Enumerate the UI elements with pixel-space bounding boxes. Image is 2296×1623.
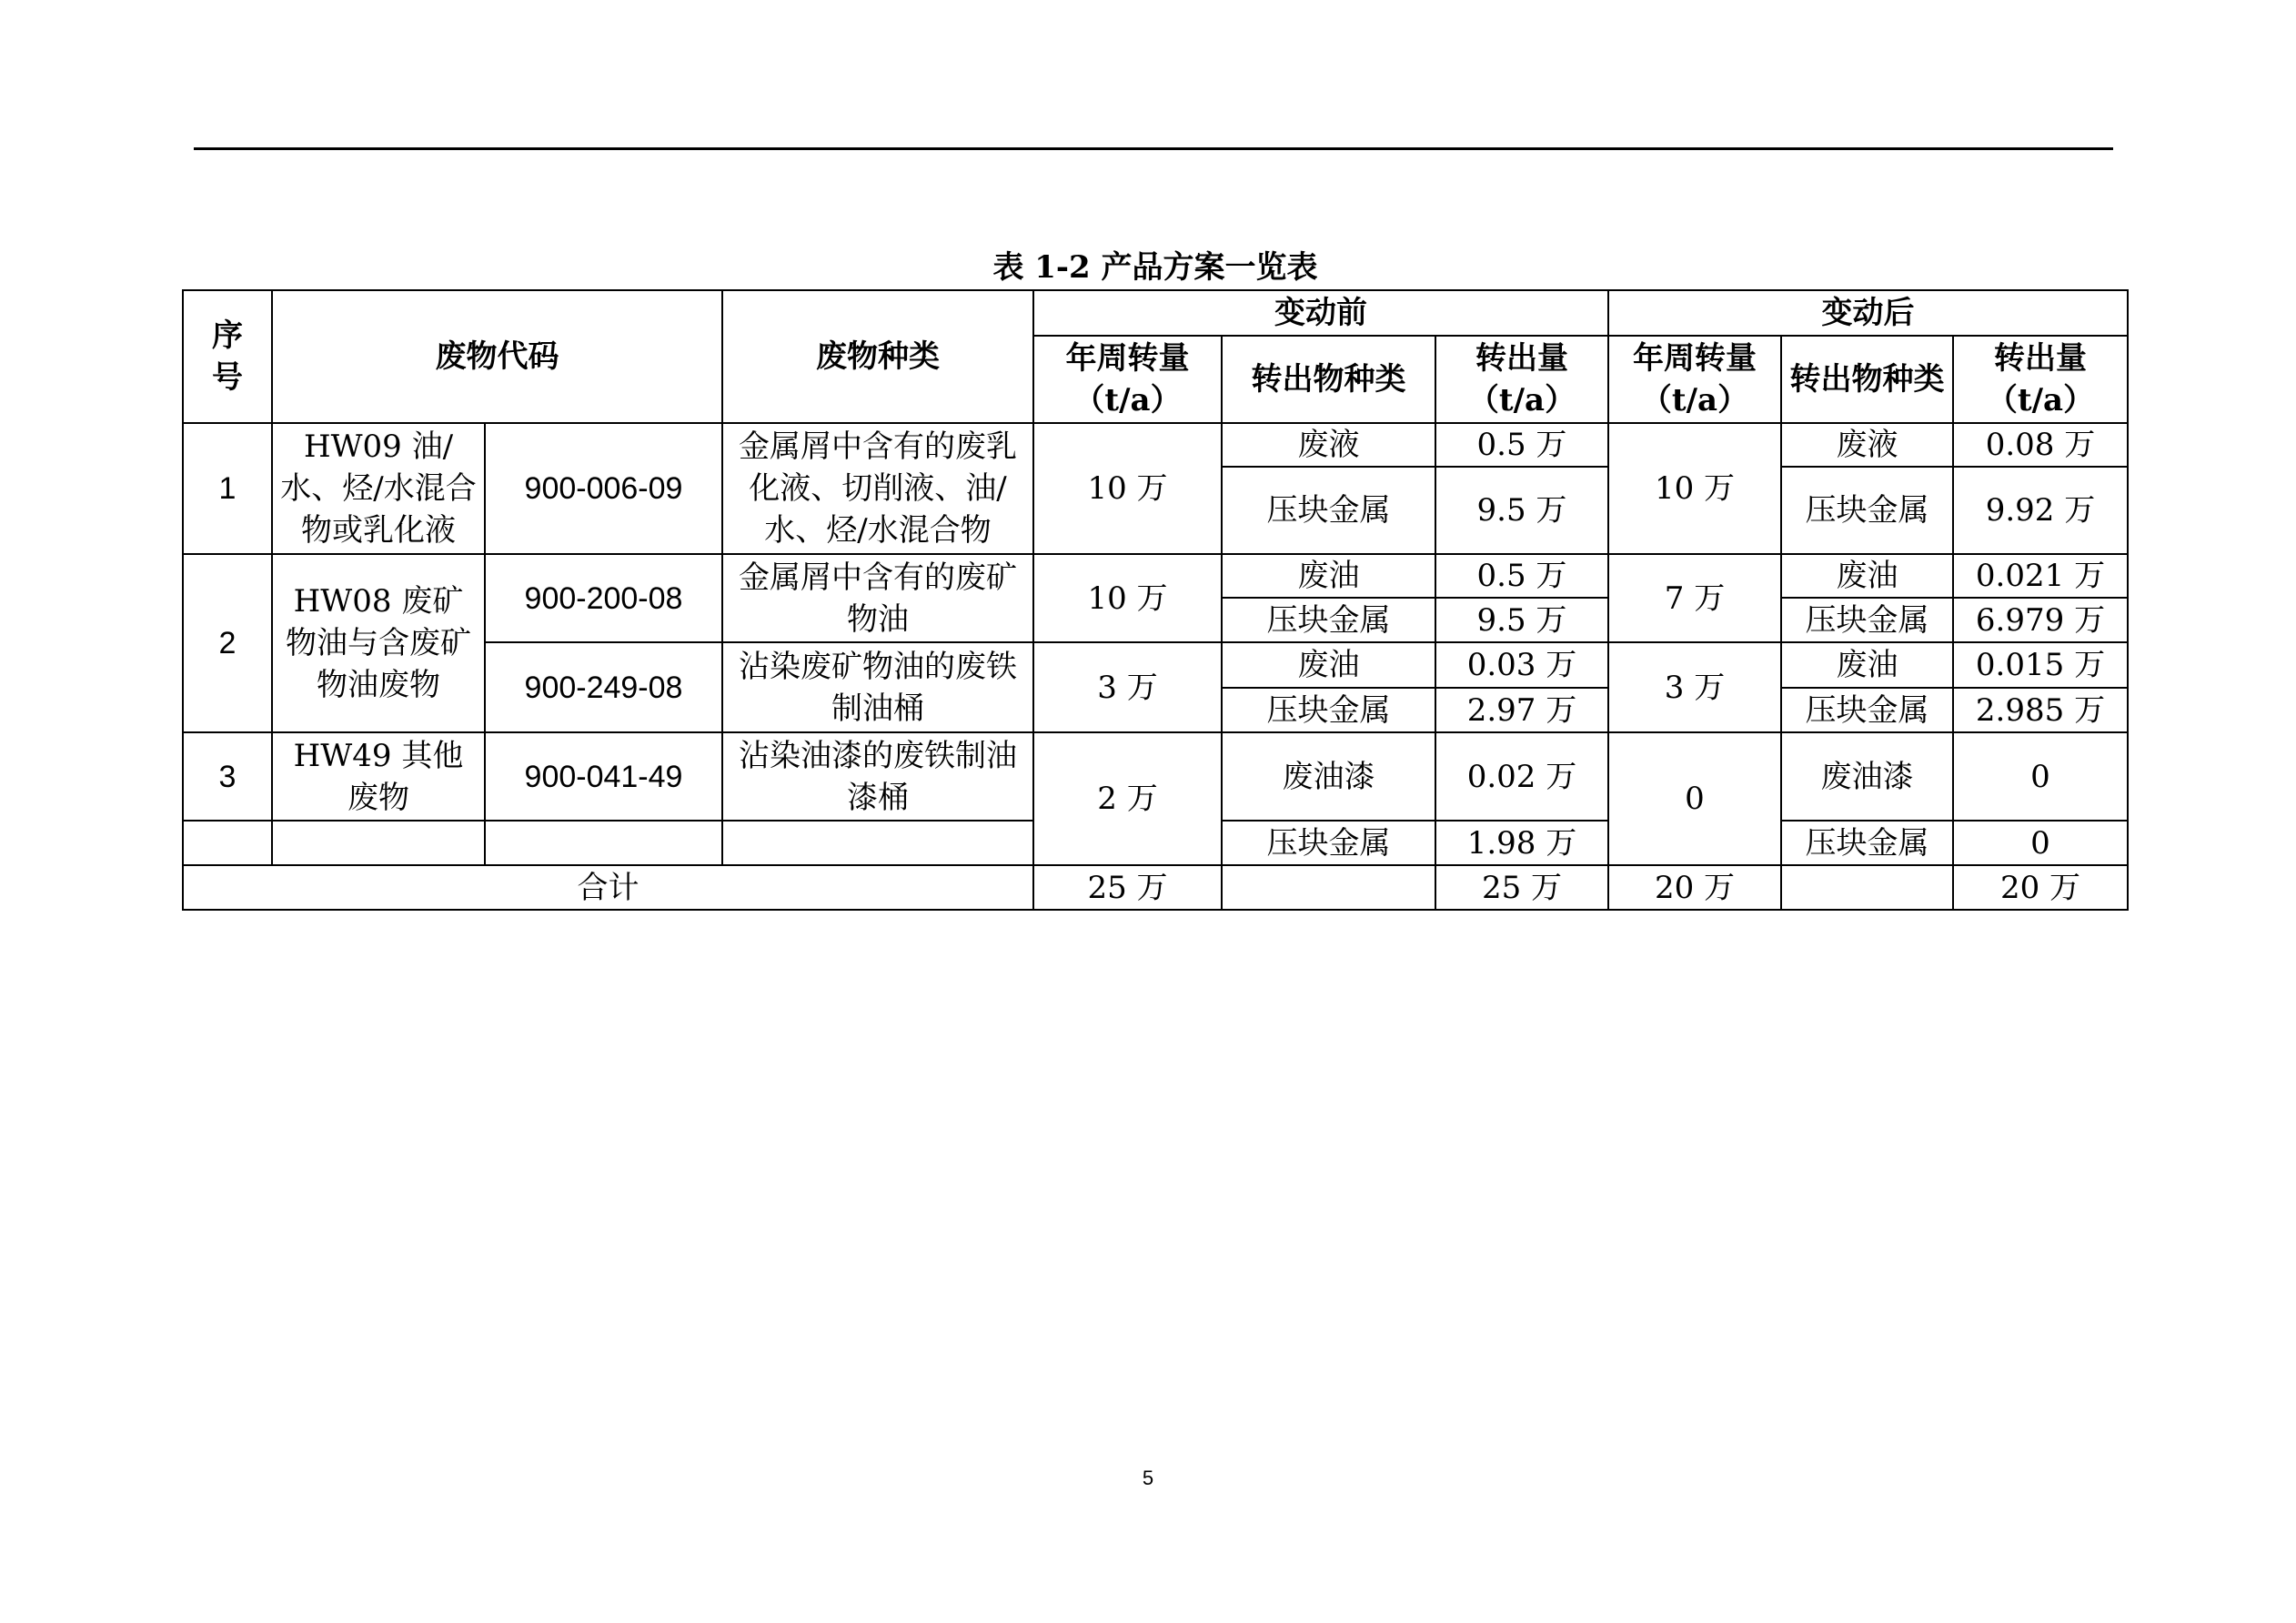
row1-annual-before: 10 万 [1033,423,1222,554]
row3-annual-before: 2 万 [1033,732,1222,865]
row3-annual-after: 0 [1608,732,1781,865]
row1-out2-type: 压块金属 [1222,467,1435,554]
row3-empty-seq [183,821,272,865]
total-out-before: 25 万 [1435,865,1608,910]
total-annual-after: 20 万 [1608,865,1781,910]
row2a-out1-type-after: 废油 [1781,554,1953,598]
row3-code: 900-041-49 [485,732,722,821]
row2a-annual-before: 10 万 [1033,554,1222,642]
header-after: 变动后 [1608,290,2128,336]
total-annual-before: 25 万 [1033,865,1222,910]
header-code: 废物代码 [272,290,722,423]
table-row [183,732,2128,821]
row3-out1-after: 0 [1953,732,2128,821]
row1-out2-after: 9.92 万 [1953,467,2128,554]
row2a-out1-after: 0.021 万 [1953,554,2128,598]
row2b-out1-after: 0.015 万 [1953,642,2128,688]
row2b-annual-after: 3 万 [1608,642,1781,732]
total-empty-after [1781,865,1953,910]
table-caption: 表 1-2 产品方案一览表 [992,249,1318,286]
row2b-out2-type: 压块金属 [1222,688,1435,732]
row2b-out2-after: 2.985 万 [1953,688,2128,732]
row3-seq: 3 [183,732,272,821]
row1-out1-before: 0.5 万 [1435,423,1608,467]
row3-out2-type: 压块金属 [1222,821,1435,865]
row3-type: 沾染油漆的废铁制油漆桶 [722,732,1033,821]
row3-empty-code [485,821,722,865]
row2a-out1-before: 0.5 万 [1435,554,1608,598]
row2a-annual-after: 7 万 [1608,554,1781,642]
total-label: 合计 [183,865,1033,910]
row2b-out2-before: 2.97 万 [1435,688,1608,732]
page-number: 5 [1142,1467,1154,1489]
row2b-out1-before: 0.03 万 [1435,642,1608,688]
total-row [183,865,2128,910]
row1-out2-type-after: 压块金属 [1781,467,1953,554]
row1-out2-before: 9.5 万 [1435,467,1608,554]
row3-out1-type-after: 废油漆 [1781,732,1953,821]
row3-out2-before: 1.98 万 [1435,821,1608,865]
row2a-type: 金属屑中含有的废矿物油 [722,554,1033,642]
row1-seq: 1 [183,423,272,554]
row3-out1-type: 废油漆 [1222,732,1435,821]
row2a-out2-after: 6.979 万 [1953,598,2128,642]
row2b-out1-type: 废油 [1222,642,1435,688]
header-before: 变动前 [1033,290,1608,336]
row2b-code: 900-249-08 [485,642,722,732]
table-row [183,554,2128,598]
row2-seq: 2 [183,554,272,732]
total-empty-before [1222,865,1435,910]
row1-annual-after: 10 万 [1608,423,1781,554]
row2a-out2-before: 9.5 万 [1435,598,1608,642]
header-out-amount-after: 转出量（t/a） [1953,336,2128,423]
total-out-after: 20 万 [1953,865,2128,910]
row3-empty-type [722,821,1033,865]
row2b-out1-type-after: 废油 [1781,642,1953,688]
row1-out1-type-after: 废液 [1781,423,1953,467]
row3-out2-after: 0 [1953,821,2128,865]
header-row-1 [183,290,2128,336]
row1-category: HW09 油/水、烃/水混合物或乳化液 [272,423,485,554]
row2-category: HW08 废矿物油与含废矿物油废物 [272,554,485,732]
header-annual-before: 年周转量（t/a） [1033,336,1222,423]
row3-empty-category [272,821,485,865]
header-rule [194,147,2113,150]
row1-type: 金属屑中含有的废乳化液、切削液、油/水、烃/水混合物 [722,423,1033,554]
table-row [183,423,2128,467]
row2a-out2-type: 压块金属 [1222,598,1435,642]
row2a-code: 900-200-08 [485,554,722,642]
header-out-type-after: 转出物种类 [1781,336,1953,423]
row3-out1-before: 0.02 万 [1435,732,1608,821]
product-plan-table [182,289,2129,911]
row1-code: 900-006-09 [485,423,722,554]
row2b-out2-type-after: 压块金属 [1781,688,1953,732]
row2a-out1-type: 废油 [1222,554,1435,598]
row2a-out2-type-after: 压块金属 [1781,598,1953,642]
row2b-annual-before: 3 万 [1033,642,1222,732]
row2b-type: 沾染废矿物油的废铁制油桶 [722,642,1033,732]
row3-category: HW49 其他废物 [272,732,485,821]
header-out-amount-before: 转出量（t/a） [1435,336,1608,423]
header-type: 废物种类 [722,290,1033,423]
row1-out1-after: 0.08 万 [1953,423,2128,467]
header-out-type-before: 转出物种类 [1222,336,1435,423]
header-seq: 序号 [183,290,272,423]
row1-out1-type: 废液 [1222,423,1435,467]
header-annual-after: 年周转量（t/a） [1608,336,1781,423]
row3-out2-type-after: 压块金属 [1781,821,1953,865]
